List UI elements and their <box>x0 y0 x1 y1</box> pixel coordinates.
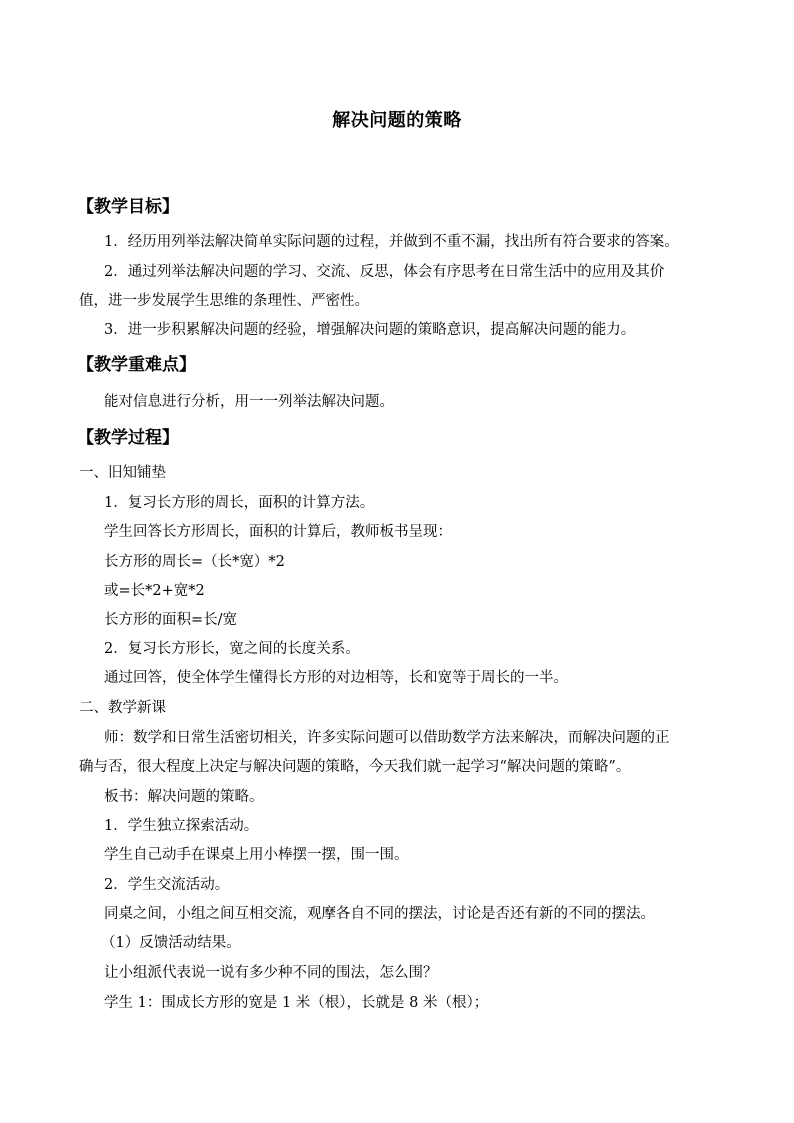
paragraph: 学生自己动手在课桌上用小棒摆一摆，围一围。 <box>104 847 409 863</box>
paragraph-continued: 确与否，很大程度上决定与解决问题的策略，今天我们就一起学习“解决问题的策略”。 <box>79 759 631 775</box>
paragraph: 板书：解决问题的策略。 <box>104 789 264 805</box>
formula-line: 长方形的周长=（长*宽）*2 <box>104 554 285 570</box>
paragraph: （1）反馈活动结果。 <box>101 935 241 951</box>
section-heading-process: 【教学过程】 <box>77 428 179 448</box>
key-point-text: 能对信息进行分析，用一一列举法解决问题。 <box>104 394 394 410</box>
paragraph: 通过回答，使全体学生懂得长方形的对边相等，长和宽等于周长的一半。 <box>104 670 568 686</box>
formula-line: 长方形的面积=长/宽 <box>104 612 238 628</box>
paragraph: 同桌之间，小组之间互相交流，观摩各自不同的摆法，讨论是否还有新的不同的摆法。 <box>104 906 655 922</box>
goal-item-1: 1．经历用列举法解决简单实际问题的过程，并做到不重不漏，找出所有符合要求的答案。 <box>104 234 679 250</box>
paragraph: 2．复习长方形长，宽之间的长度关系。 <box>104 641 360 657</box>
section-heading-goals: 【教学目标】 <box>77 197 179 217</box>
part-heading-review: 一、旧知铺垫 <box>79 465 166 481</box>
paragraph: 师：数学和日常生活密切相关，许多实际问题可以借助数学方法来解决，而解决问题的正 <box>104 730 670 746</box>
goal-item-2: 2．通过列举法解决问题的学习、交流、反思，体会有序思考在日常生活中的应用及其价 <box>104 264 665 280</box>
paragraph: 让小组派代表说一说有多少种不同的围法，怎么围？ <box>104 965 438 981</box>
paragraph: 1．复习长方形的周长，面积的计算方法。 <box>104 495 375 511</box>
document-title: 解决问题的策略 <box>332 110 462 131</box>
paragraph: 学生 1：围成长方形的宽是 1 米（根），长就是 8 米（根）； <box>104 995 489 1011</box>
formula-line: 或=长*2+宽*2 <box>104 583 205 599</box>
goal-item-3: 3．进一步积累解决问题的经验，增强解决问题的策略意识，提高解决问题的能力。 <box>104 322 636 338</box>
paragraph: 学生回答长方形周长，面积的计算后，教师板书呈现： <box>104 524 452 540</box>
paragraph: 2．学生交流活动。 <box>104 877 230 893</box>
paragraph: 1．学生独立探索活动。 <box>104 818 259 834</box>
part-heading-new-lesson: 二、教学新课 <box>79 700 166 716</box>
goal-item-2-continued: 值，进一步发展学生思维的条理性、严密性。 <box>79 293 369 309</box>
section-heading-key-points: 【教学重难点】 <box>77 355 196 375</box>
